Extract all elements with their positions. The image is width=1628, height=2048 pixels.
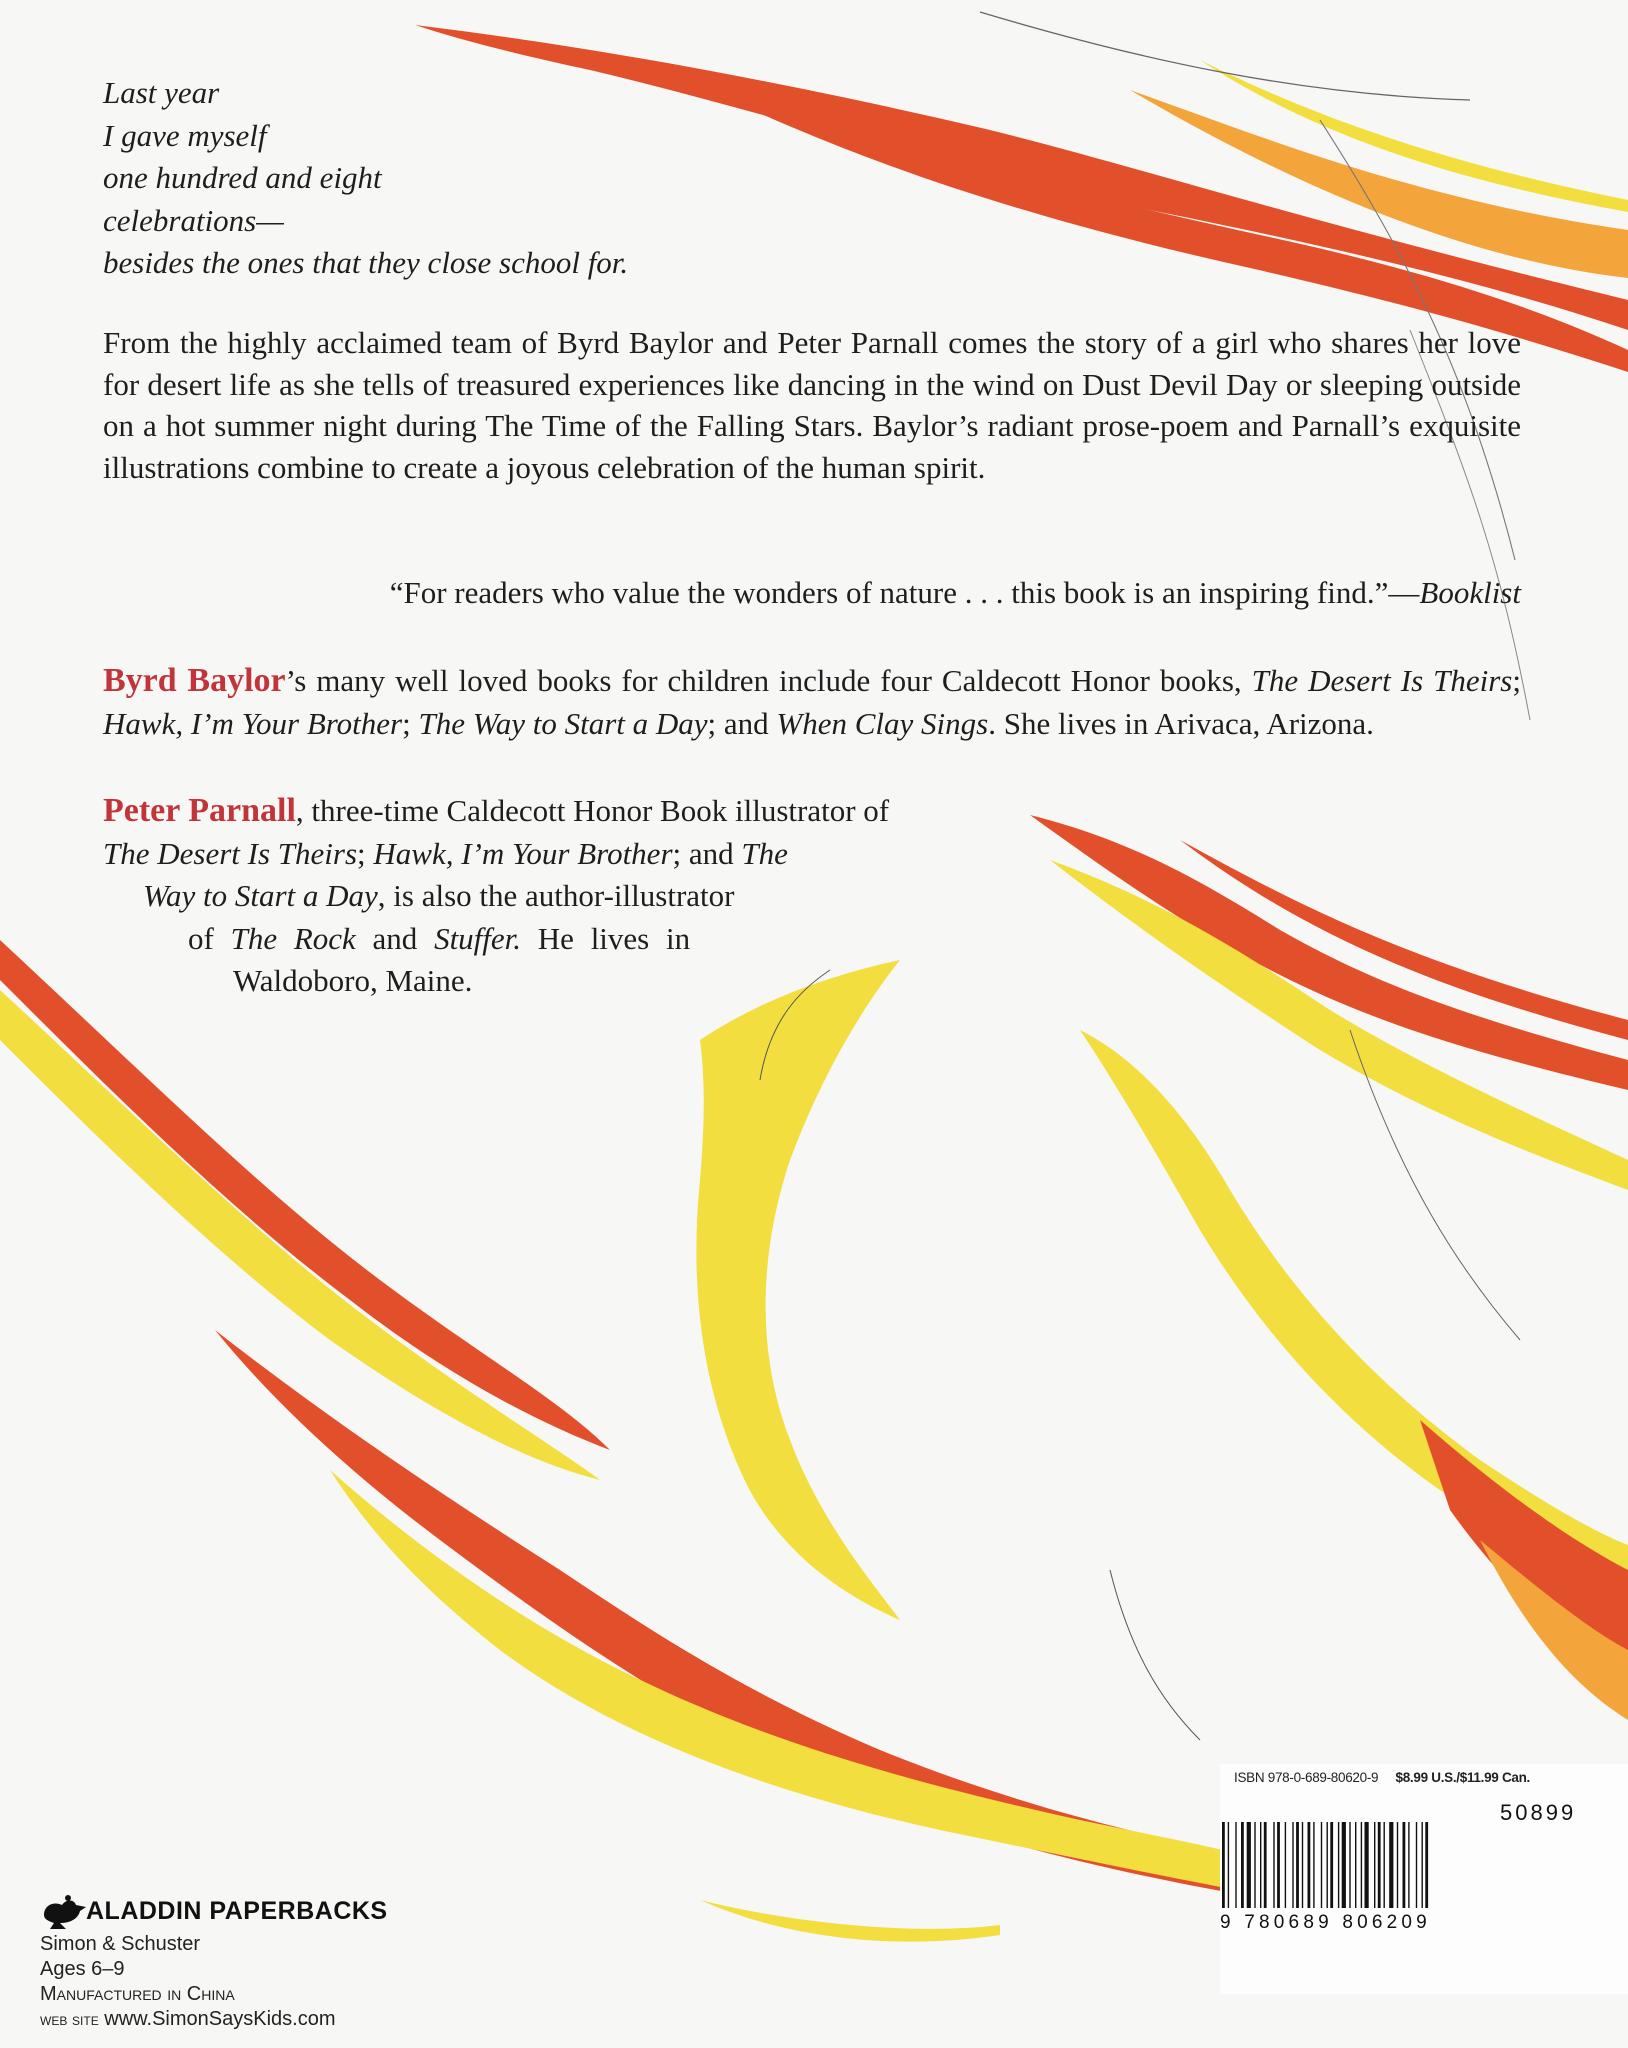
- manufactured-in: Manufactured in China: [40, 1983, 235, 2005]
- bio-text: ;: [357, 835, 374, 871]
- lamp-logo-icon: [40, 1885, 90, 1935]
- barcode-bar: [1422, 1822, 1423, 1908]
- book-title: Stuffer.: [434, 920, 522, 956]
- barcode-bar: [1397, 1822, 1398, 1908]
- barcode-bar: [1389, 1822, 1393, 1908]
- bio-text: , is also the author-illustrator: [377, 878, 735, 913]
- barcode-bar: [1408, 1822, 1409, 1908]
- barcode-bar: [1384, 1822, 1385, 1908]
- barcode-bar: [1361, 1822, 1362, 1908]
- bio-text: and: [355, 920, 435, 956]
- website-label: web site: [40, 2010, 99, 2029]
- barcode-bar: [1254, 1822, 1255, 1908]
- barcode-bar: [1285, 1822, 1286, 1908]
- barcode-bar: [1228, 1822, 1229, 1908]
- book-title: Way to Start a Day: [143, 878, 378, 913]
- barcode-bar: [1365, 1822, 1369, 1908]
- poem-line: one hundred and eight: [103, 160, 382, 195]
- price: $8.99 U.S./$11.99 Can.: [1395, 1770, 1531, 1785]
- barcode-bar: [1302, 1822, 1303, 1908]
- barcode-bar: [1374, 1822, 1375, 1908]
- author-bio: [103, 660, 1521, 745]
- barcode-bar: [1313, 1822, 1314, 1908]
- bio-line: [103, 833, 1153, 876]
- illustrator-name: Peter Parnall: [103, 792, 296, 829]
- imprint-info: [40, 1932, 335, 2032]
- book-title: Hawk, I’m Your Brother: [103, 705, 403, 741]
- bio-line: [103, 875, 1153, 918]
- book-description: From the highly acclaimed team of Byrd Baylor and Peter Parnall comes the story of a girl who shares her love for desert life as she tells of treasured experiences like dancing in the wind on Dust Devil Day or sleeping outside on a hot summer night during The Time of the Falling Stars. Baylor’s radiant prose-poem and Parnall’s exquisite illustrations combine to create a joyous celebration of the human spirit.: [103, 325, 1521, 485]
- publisher-company: Simon & Schuster: [40, 1933, 201, 1955]
- book-title: The Way to Start a Day: [418, 705, 708, 741]
- barcode-digits: 9 780689 806209: [1220, 1912, 1431, 1933]
- poem-line: celebrations—: [103, 202, 284, 238]
- bio-text: . She lives in Arivaca, Arizona.: [988, 705, 1374, 741]
- quote-text: “For readers who value the wonders of nature . . . this book is an inspiring find.”—: [389, 575, 1420, 610]
- price-code: 50899: [1500, 1800, 1577, 1825]
- poem: [103, 72, 628, 285]
- website-url: www.SimonSaysKids.com: [104, 2008, 336, 2030]
- author-name: Byrd Baylor: [103, 662, 286, 699]
- barcode-panel: [1220, 1764, 1628, 1994]
- barcode-bar: [1342, 1822, 1346, 1908]
- barcode-bar: [1308, 1822, 1311, 1908]
- barcode-bar: [1264, 1822, 1267, 1908]
- bio-text: ;: [1512, 663, 1521, 698]
- barcode: [1220, 1822, 1545, 1912]
- bio-text: , three-time Caldecott Honor Book illustrator of: [295, 793, 890, 828]
- bio-text: ’s many well loved books for children include four Caldecott Honor books,: [285, 663, 1252, 698]
- illustrator-bio: [103, 790, 1153, 1003]
- isbn-price-line: [1234, 1770, 1530, 1785]
- bio-text: He lives in: [521, 920, 691, 956]
- bio-text: of: [188, 920, 231, 956]
- barcode-bar: [1403, 1822, 1406, 1908]
- book-title: When Clay Sings: [776, 705, 989, 741]
- barcode-bar: [1338, 1822, 1339, 1908]
- bio-text: ; and: [672, 835, 742, 871]
- bio-text: ;: [402, 705, 419, 741]
- poem-line: Last year: [103, 75, 220, 110]
- barcode-bar: [1222, 1822, 1225, 1908]
- book-title: The Rock: [230, 920, 356, 956]
- bio-text: ; and: [707, 705, 777, 741]
- poem-line: besides the ones that they close school for.: [103, 245, 629, 280]
- book-title: The Desert Is Theirs: [103, 835, 358, 871]
- isbn: ISBN 978-0-689-80620-9: [1234, 1770, 1379, 1785]
- publisher-name: ALADDIN PAPERBACKS: [86, 1897, 388, 1925]
- barcode-bar: [1327, 1822, 1328, 1908]
- bio-line: Waldoboro, Maine.: [233, 963, 473, 998]
- barcode-bar: [1416, 1822, 1417, 1908]
- barcode-bar: [1378, 1822, 1381, 1908]
- barcode-bar: [1425, 1822, 1428, 1908]
- barcode-bar: [1235, 1822, 1236, 1908]
- poem-line: I gave myself: [103, 117, 267, 153]
- book-title: Hawk, I’m Your Brother: [373, 835, 673, 871]
- book-title: The Desert Is Theirs: [1251, 663, 1513, 698]
- quote-source: Booklist: [1419, 575, 1521, 610]
- age-range: Ages 6–9: [40, 1958, 125, 1980]
- barcode-bar: [1292, 1822, 1293, 1908]
- website-line: [40, 2007, 335, 2032]
- barcode-bar: [1330, 1822, 1333, 1908]
- barcode-bar: [1277, 1822, 1280, 1908]
- barcode-bar: [1296, 1822, 1299, 1908]
- barcode-bar: [1355, 1822, 1356, 1908]
- barcode-bar: [1349, 1822, 1350, 1908]
- barcode-bar: [1321, 1822, 1322, 1908]
- review-quote: [225, 572, 1521, 613]
- bio-line: [103, 790, 1153, 833]
- bio-line: [103, 918, 1153, 961]
- barcode-bar: [1241, 1822, 1244, 1908]
- barcode-bar: [1260, 1822, 1261, 1908]
- book-title: The: [741, 835, 788, 871]
- barcode-bar: [1247, 1822, 1251, 1908]
- barcode-bar: [1273, 1822, 1274, 1908]
